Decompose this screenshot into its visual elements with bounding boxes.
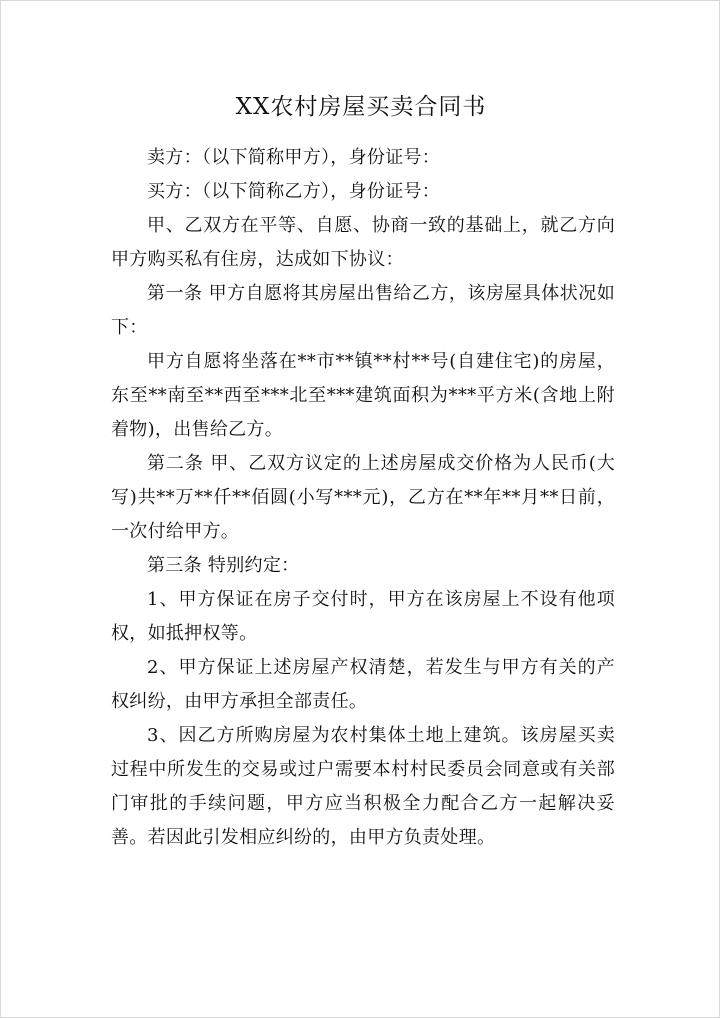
seller-line: 卖方：（以下简称甲方），身份证号： — [147, 147, 441, 168]
special-term-2: 2、甲方保证上述房屋产权清楚，若发生与甲方有关的产权纠纷，由甲方承担全部责任。 — [111, 657, 615, 712]
article-1-heading: 第一条 甲方自愿将其房屋出售给乙方，该房屋具体状况如下： — [111, 283, 615, 338]
article-1-property-details: 甲方自愿将坐落在**市**镇**村**号(自建住宅)的房屋，东至**南至**西至***北至***建筑面积为***平方米(含地上附着物)，出售给乙方。 — [111, 351, 615, 440]
special-term-3: 3、因乙方所购房屋为农村集体土地上建筑。该房屋买卖过程中所发生的交易或过户需要本村村民委员会同意或有关部门审批的手续问题，甲方应当积极全力配合乙方一起解决妥善。若因此引发相应纠纷的，由甲方负责处理。 — [111, 725, 615, 848]
article-3-heading: 第三条 特别约定： — [147, 555, 300, 576]
buyer-line: 买方：（以下简称乙方），身份证号： — [147, 181, 441, 202]
document-title: XX农村房屋买卖合同书 — [235, 94, 487, 120]
preamble-paragraph: 甲、乙双方在平等、自愿、协商一致的基础上，就乙方向甲方购买私有住房，达成如下协议： — [111, 215, 615, 270]
document-body — [111, 141, 615, 855]
special-term-1: 1、甲方保证在房子交付时，甲方在该房屋上不设有他项权，如抵押权等。 — [111, 589, 615, 644]
article-2-price: 第二条 甲、乙双方议定的上述房屋成交价格为人民币(大写)共**万**仟**佰圆(小写***元)，乙方在**年**月**日前，一次付给甲方。 — [111, 453, 615, 542]
